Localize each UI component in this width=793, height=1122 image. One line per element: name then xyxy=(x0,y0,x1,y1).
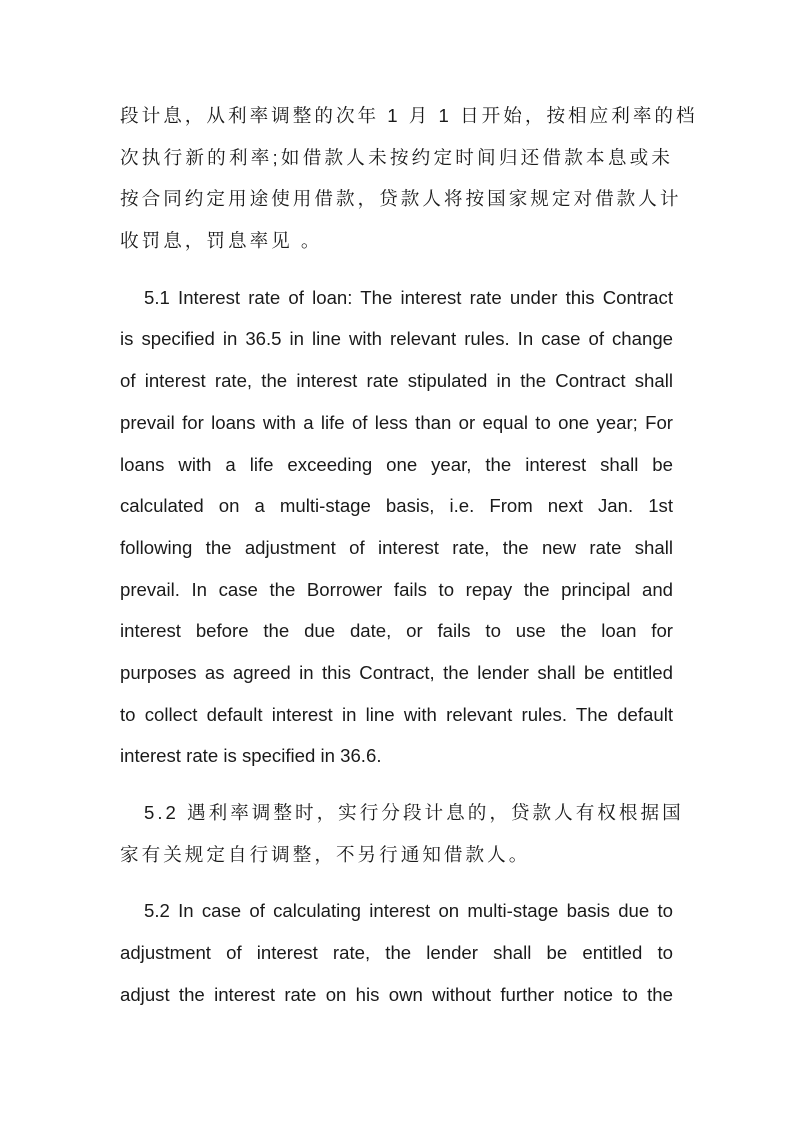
text-line: is specified in 36.5 in line with relevant rules. In case of change xyxy=(120,328,673,350)
paragraph-en-5-2 xyxy=(120,890,673,1015)
text-line: 段计息，从利率调整的次年 1 月 1 日开始，按相应利率的档 xyxy=(120,105,698,126)
paragraph-gap xyxy=(120,777,673,792)
text-line: purposes as agreed in this Contract, the lender shall be entitled xyxy=(120,661,673,683)
text-line: 次执行新的利率;如借款人未按约定时间归还借款本息或未 xyxy=(120,146,673,168)
text-line: loans with a life exceeding one year, the interest shall be xyxy=(120,453,673,475)
text-line: 家有关规定自行调整，不另行通知借款人。 xyxy=(120,843,531,865)
text-line: calculated on a multi-stage basis, i.e. From next Jan. 1st xyxy=(120,495,673,517)
paragraph-gap xyxy=(120,875,673,890)
text-line: 按合同约定用途使用借款，贷款人将按国家规定对借款人计 xyxy=(120,188,682,210)
paragraph-cn-5-1-continued xyxy=(120,95,698,262)
text-line: to collect default interest in line with relevant rules. The default xyxy=(120,703,673,725)
text-line: prevail for loans with a life of less than or equal to one year; For xyxy=(120,411,673,433)
paragraph-cn-5-2 xyxy=(120,792,684,875)
text-line: interest before the due date, or fails to use the loan for xyxy=(120,620,673,642)
text-line: adjustment of interest rate, the lender shall be entitled to xyxy=(120,942,673,964)
text-line: 5.2 In case of calculating interest on multi-stage basis due to xyxy=(144,900,673,922)
text-line: interest rate is specified in 36.6. xyxy=(120,745,382,767)
text-line: 5.1 Interest rate of loan: The interest rate under this Contract xyxy=(144,286,673,308)
document-page xyxy=(120,95,698,1015)
text-line: of interest rate, the interest rate stipulated in the Contract shall xyxy=(120,370,673,392)
paragraph-en-5-1 xyxy=(120,277,673,777)
text-line: adjust the interest rate on his own without further notice to the xyxy=(120,983,673,1005)
text-line: 收罚息，罚息率见 。 xyxy=(120,230,323,252)
paragraph-gap xyxy=(120,262,673,277)
text-line: prevail. In case the Borrower fails to repay the principal and xyxy=(120,578,673,600)
text-line: 5.2 遇利率调整时，实行分段计息的，贷款人有权根据国 xyxy=(144,802,684,823)
text-line: following the adjustment of interest rate, the new rate shall xyxy=(120,536,673,558)
